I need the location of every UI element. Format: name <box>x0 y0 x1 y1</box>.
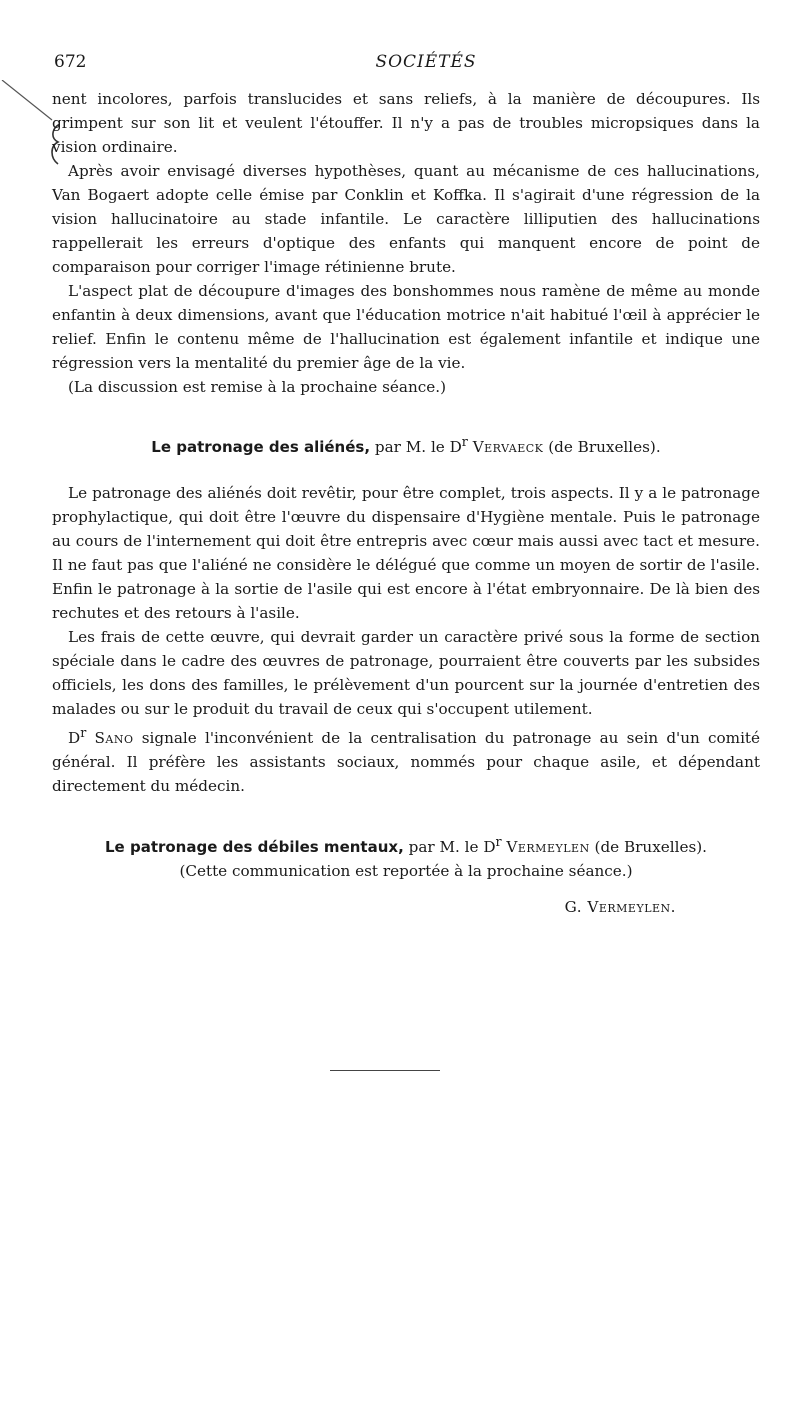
byline-prefix: par M. le D <box>408 838 496 857</box>
margin-pencil-mark <box>0 80 60 170</box>
paragraph-frais: Les frais de cette œuvre, qui devrait garder un caractère privé sous la forme de section spéciale dans le cadre des œuvres de patronage, pourraient être couverts par les subsides officiels, les dons des familles, le prélèvement d'un pourcent sur la journée d'entretien des malades ou sur le produit du travail de ceux qui s'occupent utilement. <box>52 628 760 719</box>
doctor-sup: r <box>80 725 87 741</box>
byline-suffix: (de Bruxelles). <box>594 838 707 857</box>
page-number: 672 <box>54 52 87 72</box>
page-header <box>54 52 758 76</box>
paragraph-aspect: L'aspect plat de découpure d'images des bonshommes nous ramène de même au monde enfantin à deux dimensions, avant que l'éducation motrice n'ait habitué l'œil à apprécier le relief. Enfin le contenu même de l'hallucination est également infantile et indique une régression vers la mentalité du premier âge de la vie. <box>52 282 760 372</box>
end-rule <box>330 1070 440 1071</box>
byline-sup: r <box>461 434 468 449</box>
author-name: Vermeylen <box>506 838 590 857</box>
doctor-prefix: D <box>68 729 81 748</box>
doctor-name: Sano <box>94 729 134 748</box>
paragraph-sano <box>52 721 760 798</box>
byline-prefix: par M. le D <box>374 438 462 457</box>
byline-sup: r <box>495 834 502 850</box>
section-title: Le patronage des aliénés, <box>151 438 371 457</box>
discussion-note: (La discussion est remise à la prochaine séance.) <box>68 378 446 396</box>
sano-text: signale l'inconvénient de la centralisation du patronage au sein d'un comité général. Il préfère les assistants sociaux, nommés pour chaque asile, et dépendant directement du médecin. <box>52 729 761 796</box>
postponed-note: (Cette communication est reportée à la prochaine séance.) <box>179 862 633 881</box>
section-heading-debiles <box>52 830 760 859</box>
author-name: Vervaeck <box>472 438 544 457</box>
section-title: Le patronage des débiles mentaux, <box>105 838 404 857</box>
paragraph-continuation: nent incolores, parfois translucides et sans reliefs, à la manière de découpures. Ils grimpent sur son lit et veulent l'étouffer. Il n'y a pas de troubles micropsiques dans la vision ordinaire. <box>52 90 760 156</box>
paragraph-patronage: Le patronage des aliénés doit revêtir, pour être complet, trois aspects. Il y a le patronage prophylactique, qui doit être l'œuvre du dispensaire d'Hygiène mentale. Puis le patronage au cours de l'internement qui doit être entrepris avec cœur mais aussi avec tact et mesure. Il ne faut pas que l'aliéné ne considère le délégué que comme un moyen de sortir de l'asile. Enfin le patronage à la sortie de l'asile qui est encore à l'état embryonnaire. De là bien des rechutes et des retours à l'asile. <box>52 484 760 623</box>
paragraph-hypotheses: Après avoir envisagé diverses hypothèses, quant au mécanisme de ces hallucinations, Van Bogaert adopte celle émise par Conklin et Koffka. Il s'agirait d'une régression de la vision hallucinatoire au stade infantile. Le caractère lilliputien des hallucinations rappellerait les erreurs d'optique des enfants qui manquent encore de point de comparaison pour corriger l'image rétinienne brute. <box>52 162 760 276</box>
article-body-bottom <box>52 430 760 919</box>
article-body-top <box>52 87 760 399</box>
section-heading-alienes <box>52 430 760 459</box>
byline-suffix: (de Bruxelles). <box>548 438 661 457</box>
running-title: SOCIÉTÉS <box>375 52 477 72</box>
signature: G. Vermeylen. <box>564 898 676 917</box>
